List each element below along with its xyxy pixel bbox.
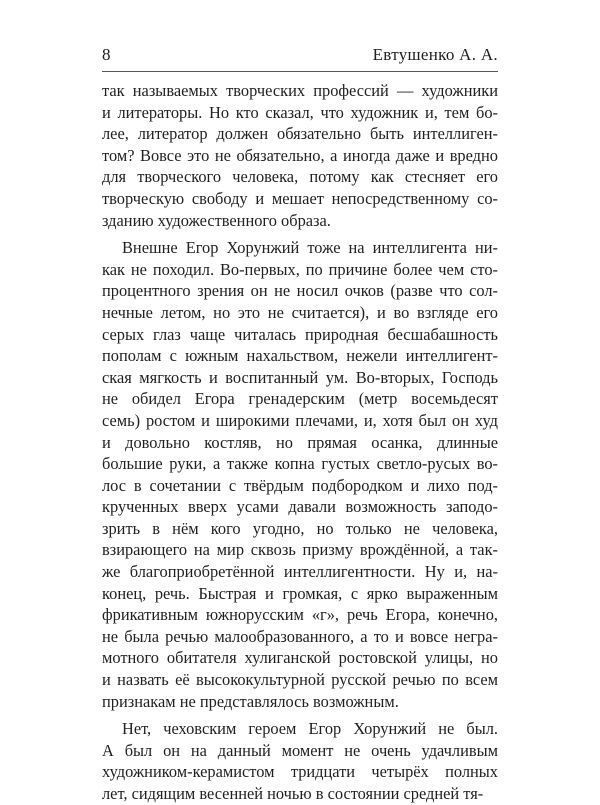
page-number: 8 xyxy=(102,45,111,64)
text-line: художником-керамистом тридцати четырёх полных xyxy=(102,762,498,782)
text-line: не обидел Егора гренадерским (метр восемьдесят xyxy=(102,389,498,409)
text-line: Нет, чеховским героем Егор Хорунжий не был. xyxy=(122,719,498,739)
running-title: Евтушенко А. А. xyxy=(372,45,498,64)
text-body xyxy=(102,80,498,805)
text-line: лет, сидящим весенней ночью в состоянии средней тя- xyxy=(102,784,484,803)
text-line: мотного обитателя хулиганской ростовской улицы, но xyxy=(102,648,498,668)
text-line: взирающего на мир сквозь призму врождённой, а так- xyxy=(102,540,498,560)
text-line: том? Вовсе это не обязательно, а иногда даже и вредно xyxy=(102,145,498,165)
paragraph xyxy=(102,80,498,231)
page-header xyxy=(102,45,498,71)
text-line: конец, речь. Быстрая и громкая, с ярко выраженным xyxy=(102,583,498,603)
text-line: А был он на данный момент не очень удачливым xyxy=(102,740,498,760)
paragraph xyxy=(102,237,498,712)
text-line: лос в сочетании с твёрдым подбородком и лихо под- xyxy=(102,475,498,495)
text-line: крученных вверх усами давали возможность заподо- xyxy=(102,497,498,517)
text-line: семь) ростом и широкими плечами, и, хотя был он худ xyxy=(102,410,498,430)
text-line: для творческого человека, потому как стесняет его xyxy=(102,167,498,187)
text-line: и литераторы. Но кто сказал, что художник и, тем бо- xyxy=(102,102,498,122)
text-line: пополам с южным нахальством, нежели интеллигент- xyxy=(102,346,498,366)
text-line: так называемых творческих профессий — художники xyxy=(102,81,498,100)
text-line: нечные летом, но это не считается), и во взгляде его xyxy=(102,302,498,322)
text-line: и довольно костляв, но прямая осанка, длинные xyxy=(102,432,498,452)
text-line: же благоприобретённой интеллигентности. Ну и, на- xyxy=(102,562,498,582)
text-line: и назвать её высококультурной русской речью по всем xyxy=(102,670,498,690)
text-line: лее, литератор должен обязательно быть интеллиген- xyxy=(102,124,498,144)
text-line: признакам не представлялось возможным. xyxy=(102,691,399,711)
text-line: фрикативным южнорусским «г», речь Егора, конечно, xyxy=(102,605,498,625)
text-line: большие руки, а также копна густых светло-русых во- xyxy=(102,454,498,474)
text-line: зданию художественного образа. xyxy=(102,210,331,230)
text-line: не была речью малообразованного, а то и вовсе негра- xyxy=(102,626,498,646)
text-line: как не походил. Во-первых, по причине более чем сто- xyxy=(102,259,498,279)
text-line: творческую свободу и мешает непосредственному со- xyxy=(102,188,498,208)
paragraph xyxy=(102,718,498,804)
text-line: ская мягкость и воспитанный ум. Во-вторых, Господь xyxy=(102,367,498,387)
text-line: серых глаз чаще читалась природная бесшабашность xyxy=(102,324,498,344)
text-line: Внешне Егор Хорунжий тоже на интеллигента ни- xyxy=(122,238,498,258)
text-line: процентного зрения он не носил очков (разве что сол- xyxy=(102,281,498,301)
header-rule xyxy=(102,71,498,72)
text-line: зрить в нём кого угодно, но только не человека, xyxy=(102,518,498,538)
